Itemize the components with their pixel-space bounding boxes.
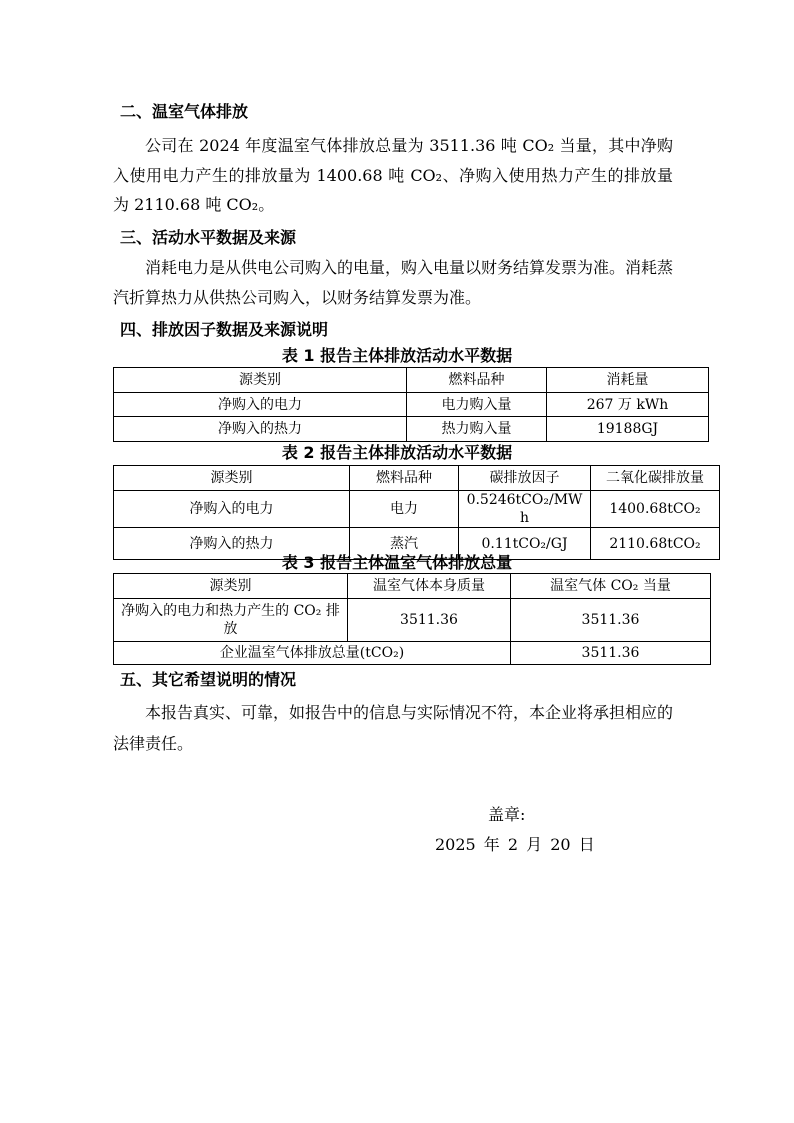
section-paragraph-activity-data: 消耗电力是从供电公司购入的电量，购入电量以财务结算发票为准。消耗蒸汽折算热力从供热公司购入，以财务结算发票为准。 <box>113 258 674 307</box>
table-cell: 热力购入量 <box>407 417 547 442</box>
table-2-caption: 表 2 报告主体排放活动水平数据 <box>281 443 513 462</box>
header-cell-source-type: 源类别 <box>114 368 407 393</box>
section-paragraph-emissions: 公司在 2024 年度温室气体排放总量为 3511.36 吨 CO₂ 当量，其中净购入使用电力产生的排放量为 1400.68 吨 CO₂、净购入使用热力产生的排放量为 2110.68 吨 CO₂。 <box>113 136 673 214</box>
seal-label: 盖章: <box>488 805 526 824</box>
table-cell: 0.11tCO₂/GJ <box>459 528 591 560</box>
table-cell: 1400.68tCO₂ <box>591 491 720 528</box>
table-1 <box>113 367 709 442</box>
section-paragraph-other-notes: 本报告真实、可靠，如报告中的信息与实际情况不符，本企业将承担相应的法律责任。 <box>113 703 674 753</box>
header-cell-ghg-mass: 温室气体本身质量 <box>348 574 511 599</box>
section-heading-emissions: 二、温室气体排放 <box>120 102 249 121</box>
signature-date: 2025 年 2 月 20 日 <box>435 835 595 854</box>
table-cell-total-label: 企业温室气体排放总量(tCO₂) <box>114 642 511 665</box>
table-1-body <box>114 368 709 442</box>
table-header-row <box>114 466 720 491</box>
table-cell: 净购入的热力 <box>114 417 407 442</box>
table-cell: 净购入的电力和热力产生的 CO₂ 排放 <box>114 599 348 642</box>
table-cell: 0.5246tCO₂/MWh <box>459 491 591 528</box>
table-header-row <box>114 368 709 393</box>
header-cell-source-type: 源类别 <box>114 574 348 599</box>
table-row <box>114 393 709 417</box>
table-cell: 19188GJ <box>547 417 709 442</box>
table-cell: 净购入的电力 <box>114 393 407 417</box>
header-cell-source-type: 源类别 <box>114 466 350 491</box>
table-2 <box>113 465 720 560</box>
table-cell: 2110.68tCO₂ <box>591 528 720 560</box>
header-cell-consumption: 消耗量 <box>547 368 709 393</box>
table-3 <box>113 573 711 665</box>
table-cell: 3511.36 <box>348 599 511 642</box>
section-heading-emission-factors: 四、排放因子数据及来源说明 <box>120 320 329 339</box>
header-cell-co2-emissions: 二氧化碳排放量 <box>591 466 720 491</box>
table-cell: 蒸汽 <box>350 528 459 560</box>
table-2-body <box>114 466 720 560</box>
table-cell: 电力购入量 <box>407 393 547 417</box>
table-header-row <box>114 574 711 599</box>
table-cell: 净购入的热力 <box>114 528 350 560</box>
header-cell-fuel-type: 燃料品种 <box>350 466 459 491</box>
table-cell: 3511.36 <box>511 599 711 642</box>
table-total-row <box>114 642 711 665</box>
header-cell-co2-equivalent: 温室气体 CO₂ 当量 <box>511 574 711 599</box>
table-cell-total-value: 3511.36 <box>511 642 711 665</box>
table-cell: 267 万 kWh <box>547 393 709 417</box>
section-heading-other-notes: 五、其它希望说明的情况 <box>120 670 297 689</box>
table-cell: 净购入的电力 <box>114 491 350 528</box>
table-row <box>114 599 711 642</box>
table-3-body <box>114 574 711 665</box>
table-3-caption: 表 3 报告主体温室气体排放总量 <box>281 553 513 572</box>
table-row <box>114 491 720 528</box>
table-row <box>114 417 709 442</box>
table-1-caption: 表 1 报告主体排放活动水平数据 <box>281 346 513 365</box>
header-cell-emission-factor: 碳排放因子 <box>459 466 591 491</box>
section-heading-activity-data: 三、活动水平数据及来源 <box>120 228 297 247</box>
header-cell-fuel-type: 燃料品种 <box>407 368 547 393</box>
table-cell: 电力 <box>350 491 459 528</box>
